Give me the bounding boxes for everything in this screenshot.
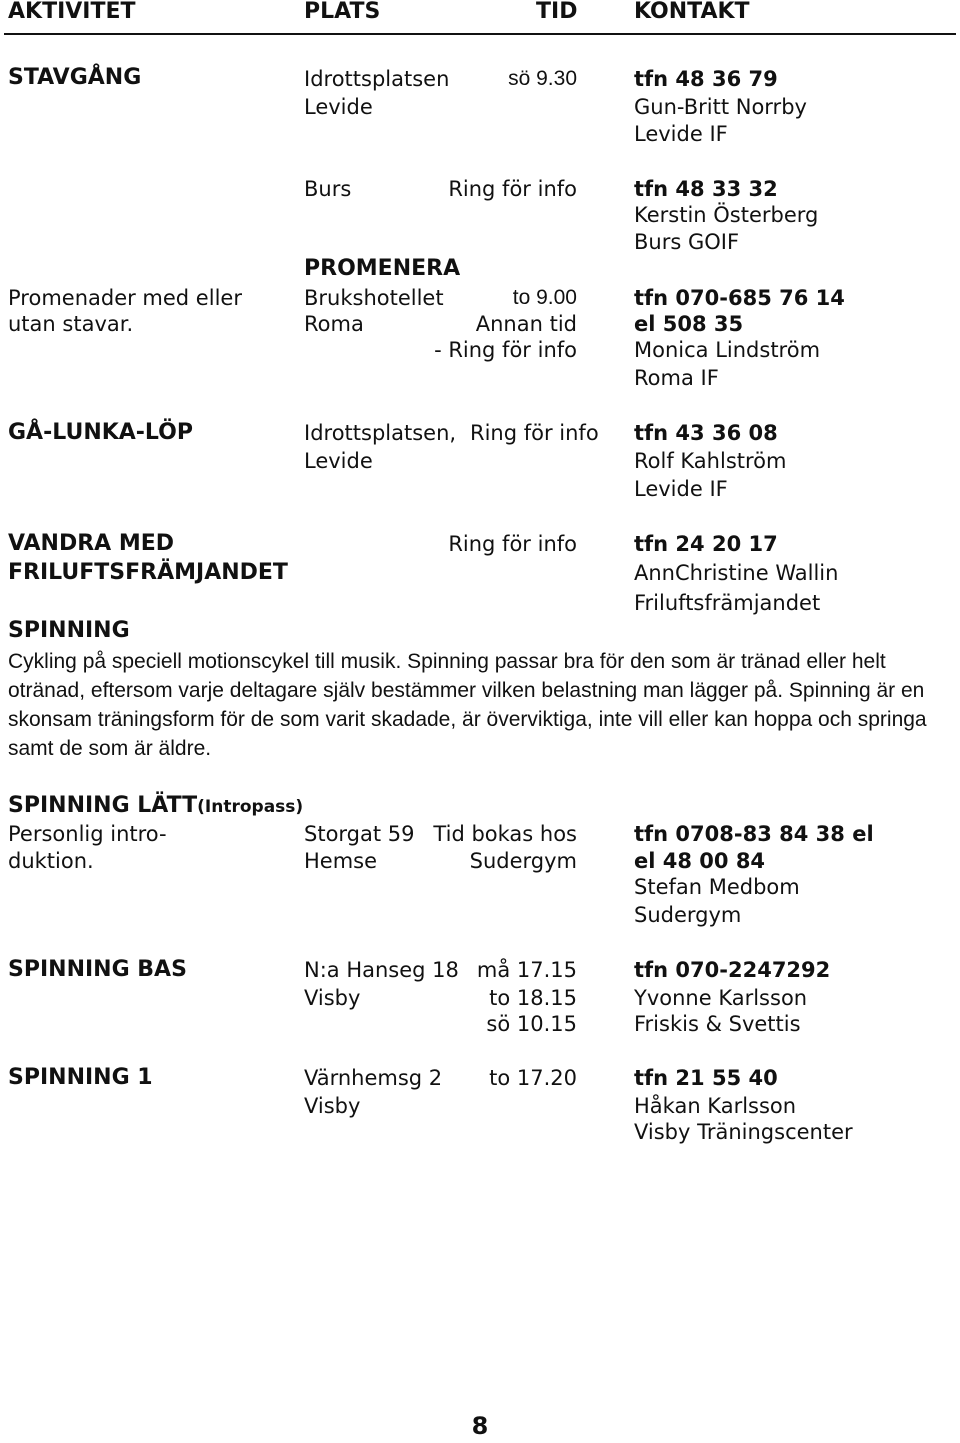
spinning-latt-org: Sudergym bbox=[634, 903, 742, 927]
col-header-contact: KONTAKT bbox=[634, 0, 750, 24]
spinning1-person: Håkan Karlsson bbox=[634, 1094, 797, 1118]
spinning-latt-person: Stefan Medbom bbox=[634, 875, 800, 899]
col-header-time: TID bbox=[536, 0, 578, 24]
col-header-activity: AKTIVITET bbox=[8, 0, 136, 24]
spinning-latt-title-suffix: (Intropass) bbox=[197, 797, 304, 817]
galunkalop-place-2: Levide bbox=[304, 449, 373, 473]
galunkalop-place-1: Idrottsplatsen, bbox=[304, 421, 457, 445]
vandra-org: Friluftsfrämjandet bbox=[634, 591, 821, 615]
promenera-time-1: to 9.00 bbox=[512, 286, 577, 309]
page-number: 8 bbox=[471, 1412, 489, 1440]
spinning-bas-time-2: to 18.15 bbox=[489, 986, 577, 1010]
burs-place: Burs bbox=[304, 177, 352, 201]
galunkalop-title: GÅ-LUNKA-LÖP bbox=[8, 420, 193, 445]
stavgang-place-1: Idrottsplatsen bbox=[304, 67, 450, 91]
spinning-bas-phone: tfn 070-2247292 bbox=[634, 958, 831, 982]
spinning-latt-desc-1: Personlig intro- bbox=[8, 822, 167, 846]
spinning-bas-time-1: må 17.15 bbox=[476, 958, 577, 982]
stavgang-title: STAVGÅNG bbox=[8, 65, 142, 90]
promenera-org: Roma IF bbox=[634, 366, 719, 390]
spinning-latt-place-1: Storgat 59 bbox=[304, 822, 415, 846]
spinning-description: Cykling på speciell motionscykel till musik. Spinning passar bra för den som är tränad eller helt otränad, eftersom varje deltagare själv bestämmer vilken belastning man lägger på. Spinning är en skonsam träningsform för de som varit skadade, är överviktiga, inte vill eller kan hoppa och springa samt de som är äldre. bbox=[8, 650, 927, 760]
spinning-latt-phone-1: tfn 0708-83 84 38 el bbox=[634, 822, 874, 846]
promenera-time-2: Annan tid bbox=[475, 312, 577, 336]
vandra-title-1: VANDRA MED bbox=[8, 531, 175, 556]
spinning-bas-time-3: sö 10.15 bbox=[486, 1012, 577, 1036]
burs-org: Burs GOIF bbox=[634, 230, 740, 254]
promenera-desc-2: utan stavar. bbox=[8, 312, 134, 336]
promenera-place-2: Roma bbox=[304, 312, 364, 336]
vandra-person: AnnChristine Wallin bbox=[634, 561, 839, 585]
spinning1-phone: tfn 21 55 40 bbox=[634, 1066, 778, 1090]
spinning1-place-1: Värnhemsg 2 bbox=[304, 1066, 443, 1090]
stavgang-phone: tfn 48 36 79 bbox=[634, 67, 778, 91]
galunkalop-time: Ring för info bbox=[470, 421, 599, 445]
promenera-time-3: - Ring för info bbox=[434, 338, 577, 362]
spinning-bas-place-2: Visby bbox=[304, 986, 361, 1010]
spinning-title: SPINNING bbox=[8, 618, 130, 643]
spinning-latt-time-1: Tid bokas hos bbox=[433, 822, 577, 846]
promenera-phone-1: tfn 070-685 76 14 bbox=[634, 286, 845, 310]
promenera-phone-2: el 508 35 bbox=[634, 312, 744, 336]
col-header-place: PLATS bbox=[304, 0, 381, 24]
promenera-title: PROMENERA bbox=[304, 256, 461, 281]
spinning1-time: to 17.20 bbox=[489, 1066, 577, 1090]
spinning-latt-phone-2: el 48 00 84 bbox=[634, 849, 766, 873]
spinning-latt-desc-2: duktion. bbox=[8, 849, 94, 873]
spinning1-place-2: Visby bbox=[304, 1094, 361, 1118]
burs-person: Kerstin Österberg bbox=[634, 203, 819, 227]
header-rule bbox=[4, 33, 956, 35]
spinning-latt-place-2: Hemse bbox=[304, 849, 378, 873]
spinning-bas-place-1: N:a Hanseg 18 bbox=[304, 958, 459, 982]
stavgang-org: Levide IF bbox=[634, 122, 728, 146]
spinning1-org: Visby Träningscenter bbox=[634, 1120, 853, 1144]
burs-time: Ring för info bbox=[448, 177, 577, 201]
vandra-title-2: FRILUFTSFRÄMJANDET bbox=[8, 560, 288, 585]
vandra-time: Ring för info bbox=[448, 532, 577, 556]
spinning-bas-org: Friskis & Svettis bbox=[634, 1012, 801, 1036]
galunkalop-org: Levide IF bbox=[634, 477, 728, 501]
promenera-desc-1: Promenader med eller bbox=[8, 286, 242, 310]
spinning-bas-title: SPINNING BAS bbox=[8, 957, 187, 982]
burs-phone: tfn 48 33 32 bbox=[634, 177, 778, 201]
promenera-person: Monica Lindström bbox=[634, 338, 821, 362]
galunkalop-person: Rolf Kahlström bbox=[634, 449, 787, 473]
stavgang-place-2: Levide bbox=[304, 95, 373, 119]
spinning-latt-title bbox=[8, 793, 303, 820]
stavgang-person: Gun-Britt Norrby bbox=[634, 95, 807, 119]
vandra-phone: tfn 24 20 17 bbox=[634, 532, 778, 556]
galunkalop-phone: tfn 43 36 08 bbox=[634, 421, 778, 445]
promenera-place-1: Brukshotellet bbox=[304, 286, 444, 310]
spinning-latt-title-main: SPINNING LÄTT bbox=[8, 793, 198, 818]
spinning-latt-time-2: Sudergym bbox=[469, 849, 577, 873]
stavgang-time: sö 9.30 bbox=[508, 67, 577, 90]
spinning-bas-person: Yvonne Karlsson bbox=[634, 986, 808, 1010]
spinning1-title: SPINNING 1 bbox=[8, 1065, 153, 1090]
